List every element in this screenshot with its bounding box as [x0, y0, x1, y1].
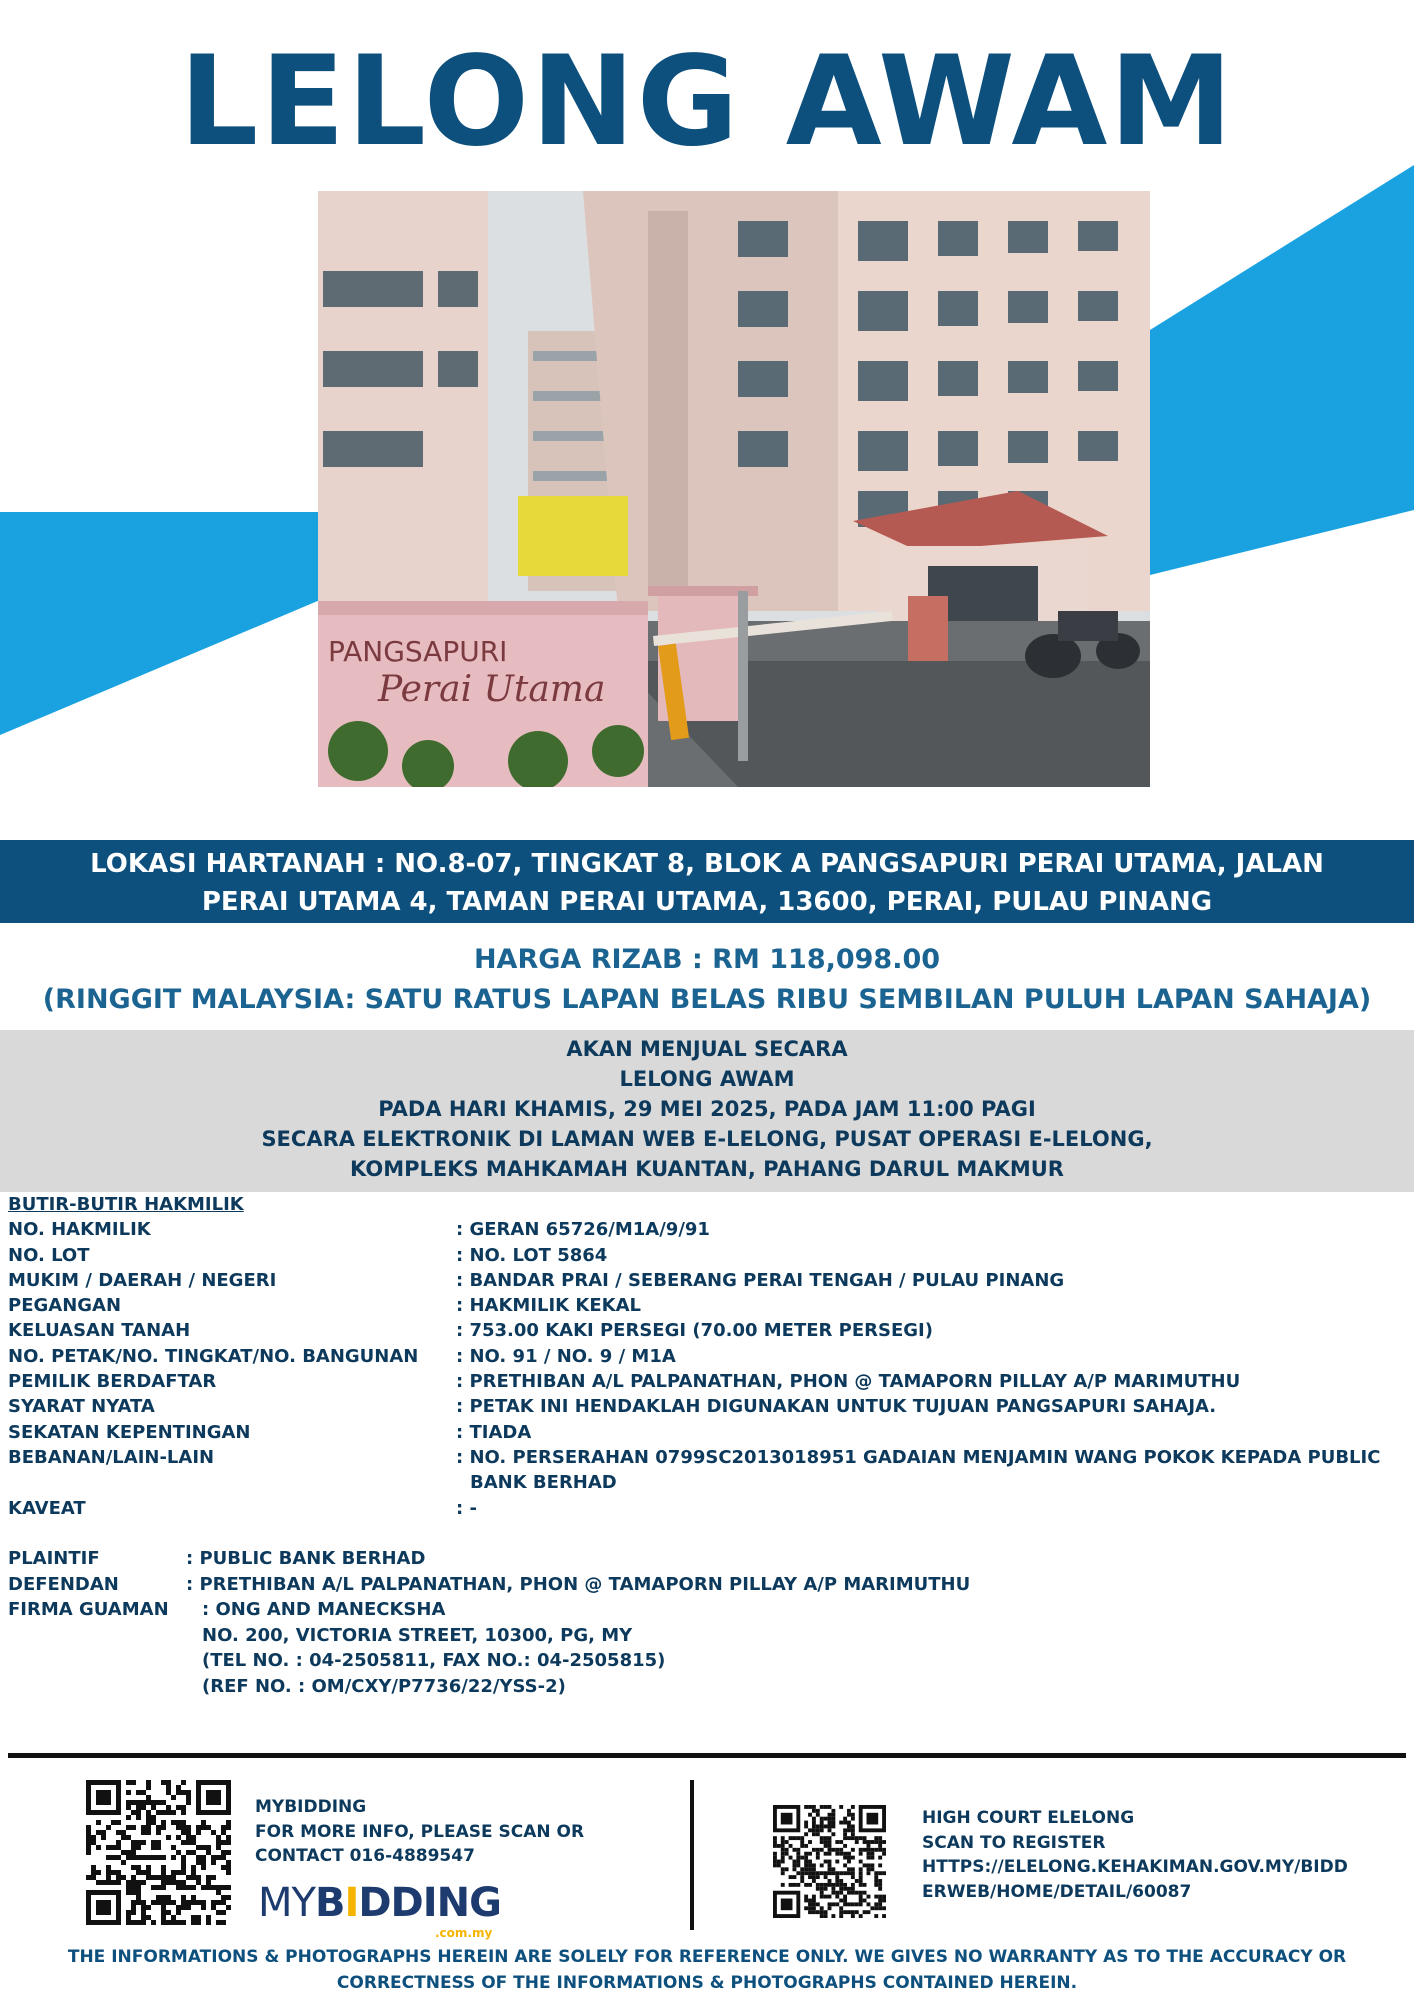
sign-text-line1: PANGSAPURI — [328, 635, 508, 668]
auction-line2: LELONG AWAM — [619, 1067, 795, 1091]
auction-line1: AKAN MENJUAL SECARA — [566, 1037, 848, 1061]
page-title: LELONG AWAM — [179, 30, 1235, 174]
detail-row — [8, 1344, 1408, 1369]
detail-value: : PETAK INI HENDAKLAH DIGUNAKAN UNTUK TUJUAN PANGSAPURI SAHAJA. — [456, 1396, 1217, 1418]
detail-label: SEKATAN KEPENTINGAN — [8, 1421, 251, 1443]
mybidding-qr-code[interactable] — [86, 1780, 231, 1925]
plaintiff-label: PLAINTIF — [8, 1548, 100, 1569]
detail-row — [8, 1394, 1408, 1419]
auction-info-banner — [0, 1030, 1414, 1192]
elelong-url-line1[interactable]: HTTPS://ELELONG.KEHAKIMAN.GOV.MY/BIDD — [922, 1857, 1348, 1877]
detail-row — [8, 1496, 1408, 1521]
location-line2: PERAI UTAMA 4, TAMAN PERAI UTAMA, 13600, PERAI, PULAU PINANG — [201, 887, 1213, 917]
detail-value-continued: BANK BERHAD — [470, 1472, 617, 1494]
detail-label: NO. LOT — [8, 1244, 90, 1266]
detail-value: : NO. LOT 5864 — [456, 1244, 608, 1266]
property-location-banner — [0, 840, 1414, 923]
elelong-heading: HIGH COURT ELELONG — [922, 1808, 1135, 1828]
elelong-qr-code[interactable] — [773, 1805, 886, 1918]
footer-divider — [8, 1753, 1406, 1758]
auction-date: PADA HARI KHAMIS, 29 MEI 2025, PADA JAM 11:00 PAGI — [378, 1097, 1036, 1121]
mybidding-logo: MYBIDDING — [258, 1880, 501, 1926]
detail-value: : NO. PERSERAHAN 0799SC2013018951 GADAIAN MENJAMIN WANG POKOK KEPADA PUBLIC — [456, 1446, 1381, 1468]
plaintiff-row — [8, 1546, 1108, 1572]
detail-value: : TIADA — [456, 1421, 532, 1443]
detail-row — [8, 1445, 1408, 1496]
elelong-info — [922, 1806, 1348, 1904]
title-details — [8, 1192, 1408, 1521]
detail-row — [8, 1318, 1408, 1343]
law-firm-ref: (REF NO. : OM/CXY/P7736/22/YSS-2) — [202, 1675, 566, 1697]
details-heading: BUTIR-BUTIR HAKMILIK — [8, 1194, 244, 1215]
detail-value: : 753.00 KAKI PERSEGI (70.00 METER PERSEGI) — [456, 1320, 933, 1342]
detail-row — [8, 1243, 1408, 1268]
defendant-row — [8, 1572, 1108, 1598]
detail-label: SYARAT NYATA — [8, 1396, 155, 1418]
mybidding-contact — [255, 1795, 584, 1869]
mybidding-info: FOR MORE INFO, PLEASE SCAN OR — [255, 1821, 585, 1842]
law-firm-tel: (TEL NO. : 04-2505811, FAX NO.: 04-2505815) — [202, 1650, 666, 1671]
law-firm-label: FIRMA GUAMAN — [8, 1599, 169, 1620]
reserve-price — [0, 940, 1414, 1020]
law-firm-row — [8, 1597, 1108, 1623]
mybidding-logo-domain: .com.my — [435, 1926, 493, 1940]
sign-text-line2: Perai Utama — [378, 669, 606, 710]
location-line1: LOKASI HARTANAH : NO.8-07, TINGKAT 8, BLOK A PANGSAPURI PERAI UTAMA, JALAN — [90, 849, 1324, 879]
disclaimer-line1: THE INFORMATIONS & PHOTOGRAPHS HEREIN ARE SOLELY FOR REFERENCE ONLY. WE GIVES NO WARRANTY AS TO THE ACCURACY OR — [67, 1947, 1347, 1967]
detail-label: KELUASAN TANAH — [8, 1320, 191, 1342]
elelong-url-line2[interactable]: ERWEB/HOME/DETAIL/60087 — [922, 1881, 1192, 1902]
reserve-price-amount: HARGA RIZAB : RM 118,098.00 — [473, 944, 941, 975]
detail-value: : - — [456, 1497, 477, 1519]
reserve-price-words: (RINGGIT MALAYSIA: SATU RATUS LAPAN BELAS RIBU SEMBILAN PULUH LAPAN SAHAJA) — [42, 984, 1372, 1015]
detail-label: PEGANGAN — [8, 1295, 122, 1317]
disclaimer-line2: CORRECTNESS OF THE INFORMATIONS & PHOTOGRAPHS CONTAINED HEREIN. — [336, 1973, 1078, 1993]
detail-label: NO. PETAK/NO. TINGKAT/NO. BANGUNAN — [8, 1345, 419, 1367]
plaintiff-value: : PUBLIC BANK BERHAD — [186, 1548, 426, 1569]
law-firm-address: NO. 200, VICTORIA STREET, 10300, PG, MY — [202, 1624, 633, 1646]
detail-label: BEBANAN/LAIN-LAIN — [8, 1446, 215, 1468]
detail-value: : BANDAR PRAI / SEBERANG PERAI TENGAH / PULAU PINANG — [456, 1269, 1065, 1291]
detail-value: : GERAN 65726/M1A/9/91 — [456, 1219, 710, 1241]
detail-row — [8, 1217, 1408, 1242]
detail-label: KAVEAT — [8, 1497, 86, 1519]
detail-value: : NO. 91 / NO. 9 / M1A — [456, 1345, 676, 1367]
mybidding-name: MYBIDDING — [255, 1797, 367, 1817]
disclaimer — [0, 1944, 1414, 1996]
mybidding-phone[interactable]: CONTACT 016-4889547 — [255, 1846, 475, 1866]
detail-row — [8, 1420, 1408, 1445]
detail-label: NO. HAKMILIK — [8, 1219, 151, 1241]
detail-row — [8, 1369, 1408, 1394]
law-firm-value: : ONG AND MANECKSHA — [202, 1599, 446, 1620]
auction-venue-line1: SECARA ELEKTRONIK DI LAMAN WEB E-LELONG, PUSAT OPERASI E-LELONG, — [261, 1127, 1153, 1151]
elelong-register: SCAN TO REGISTER — [922, 1832, 1106, 1853]
detail-row — [8, 1268, 1408, 1293]
defendant-value: : PRETHIBAN A/L PALPANATHAN, PHON @ TAMAPORN PILLAY A/P MARIMUTHU — [186, 1573, 971, 1595]
defendant-label: DEFENDAN — [8, 1573, 119, 1595]
detail-label: MUKIM / DAERAH / NEGERI — [8, 1269, 277, 1291]
detail-value: : HAKMILIK KEKAL — [456, 1295, 641, 1317]
case-parties — [8, 1546, 1108, 1699]
auction-venue-line2: KOMPLEKS MAHKAMAH KUANTAN, PAHANG DARUL MAKMUR — [350, 1157, 1064, 1181]
detail-row — [8, 1293, 1408, 1318]
footer-vertical-divider — [690, 1780, 694, 1930]
detail-label: PEMILIK BERDAFTAR — [8, 1371, 217, 1393]
detail-value: : PRETHIBAN A/L PALPANATHAN, PHON @ TAMAPORN PILLAY A/P MARIMUTHU — [456, 1371, 1241, 1393]
property-photo — [318, 191, 1150, 787]
